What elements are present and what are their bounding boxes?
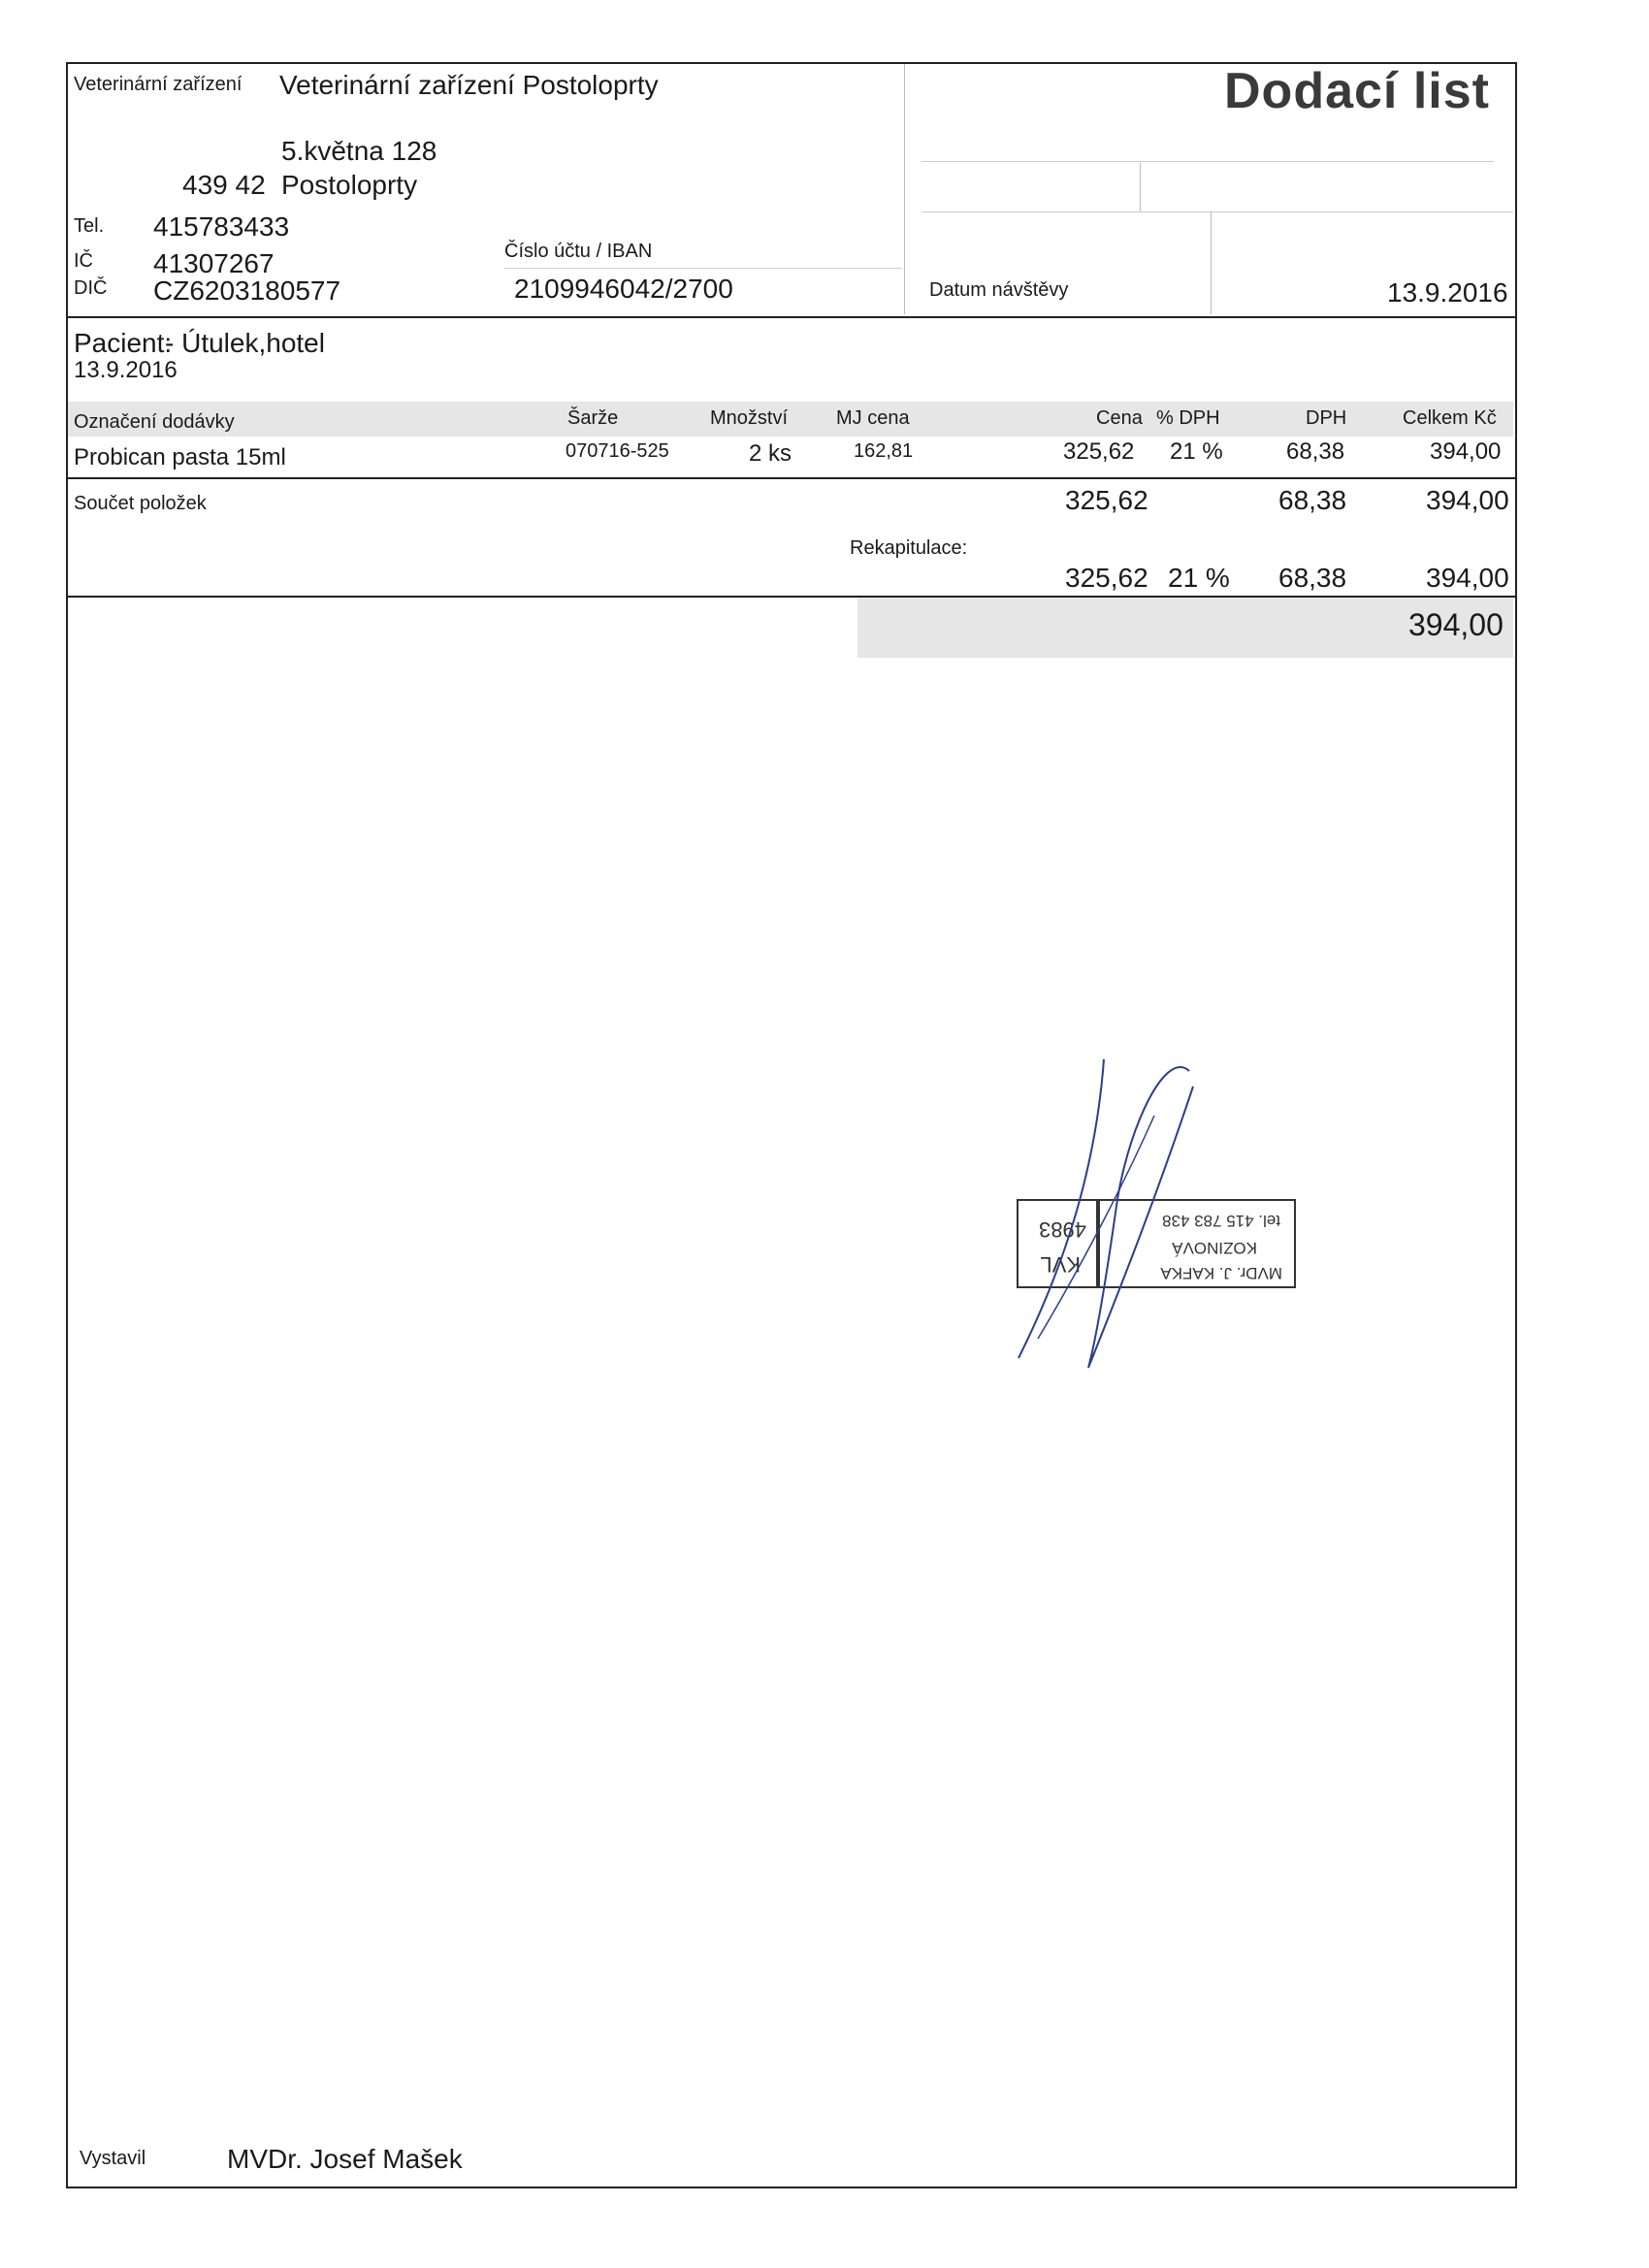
row-total: 394,00 <box>1430 438 1502 465</box>
account-number: 2109946042/2700 <box>514 274 733 304</box>
issuer-street: 5.května 128 <box>281 136 437 166</box>
recap-rate: 21 % <box>1168 563 1230 593</box>
dic-value: CZ6203180577 <box>153 275 341 306</box>
document-title: Dodací list <box>1224 63 1490 119</box>
col-batch: Šarže <box>567 407 619 429</box>
account-label: Číslo účtu / IBAN <box>504 241 653 262</box>
row-item: Probican pasta 15ml <box>74 444 286 470</box>
col-vat: DPH <box>1306 407 1347 429</box>
tel-value: 415783433 <box>153 211 290 242</box>
recap-price: 325,62 <box>1065 563 1148 593</box>
stamp-line2: KOZINOVÁ <box>1172 1239 1257 1257</box>
patient-name: - Útulek,hotel <box>165 328 325 358</box>
row-vat: 68,38 <box>1286 438 1345 465</box>
stamp-line1: MVDr. J. KAFKA <box>1160 1264 1282 1282</box>
row-price: 325,62 <box>1063 438 1135 465</box>
signature <box>999 1048 1232 1377</box>
patient-label: Pacient: <box>74 328 173 358</box>
grand-total: 394,00 <box>1408 607 1504 642</box>
tel-label: Tel. <box>74 215 105 237</box>
col-unit-price: MJ cena <box>836 407 910 429</box>
visit-date-label: Datum návštěvy <box>929 279 1069 301</box>
ic-value: 41307267 <box>153 248 275 278</box>
document-frame <box>66 62 1517 2188</box>
issuer-city: Postoloprty <box>281 170 418 200</box>
col-price: Cena <box>1096 407 1143 429</box>
row-vat-rate: 21 % <box>1170 438 1223 465</box>
sum-label: Součet položek <box>74 493 207 514</box>
col-qty: Množství <box>710 407 789 429</box>
patient-date: 13.9.2016 <box>74 357 178 383</box>
recap-vat: 68,38 <box>1278 563 1347 593</box>
row-batch: 070716-525 <box>566 440 669 462</box>
issuer-label: Veterinární zařízení <box>74 74 242 95</box>
col-item: Označení dodávky <box>74 411 235 433</box>
issued-by: MVDr. Josef Mašek <box>227 2144 463 2174</box>
row-unit-price: 162,81 <box>854 440 914 462</box>
issuer-name: Veterinární zařízení Postoloprty <box>279 70 659 100</box>
table-header-bg <box>68 402 1513 437</box>
stamp-number: 4983 <box>1039 1217 1086 1242</box>
col-vat-rate: % DPH <box>1156 407 1220 429</box>
row-qty: 2 ks <box>749 440 792 467</box>
issued-label: Vystavil <box>80 2148 146 2169</box>
visit-date: 13.9.2016 <box>1387 277 1508 308</box>
sum-vat: 68,38 <box>1278 485 1347 515</box>
dic-label: DIČ <box>74 277 108 299</box>
issuer-zip: 439 42 <box>182 170 266 200</box>
stamp-kvl: KVL <box>1040 1252 1081 1277</box>
recap-label: Rekapitulace: <box>850 537 968 559</box>
recap-total: 394,00 <box>1426 563 1509 593</box>
sum-price: 325,62 <box>1065 485 1148 515</box>
sum-total: 394,00 <box>1426 485 1509 515</box>
ic-label: IČ <box>74 250 93 272</box>
stamp-line3: tel. 415 783 438 <box>1162 1212 1280 1230</box>
col-total: Celkem Kč <box>1403 407 1497 429</box>
